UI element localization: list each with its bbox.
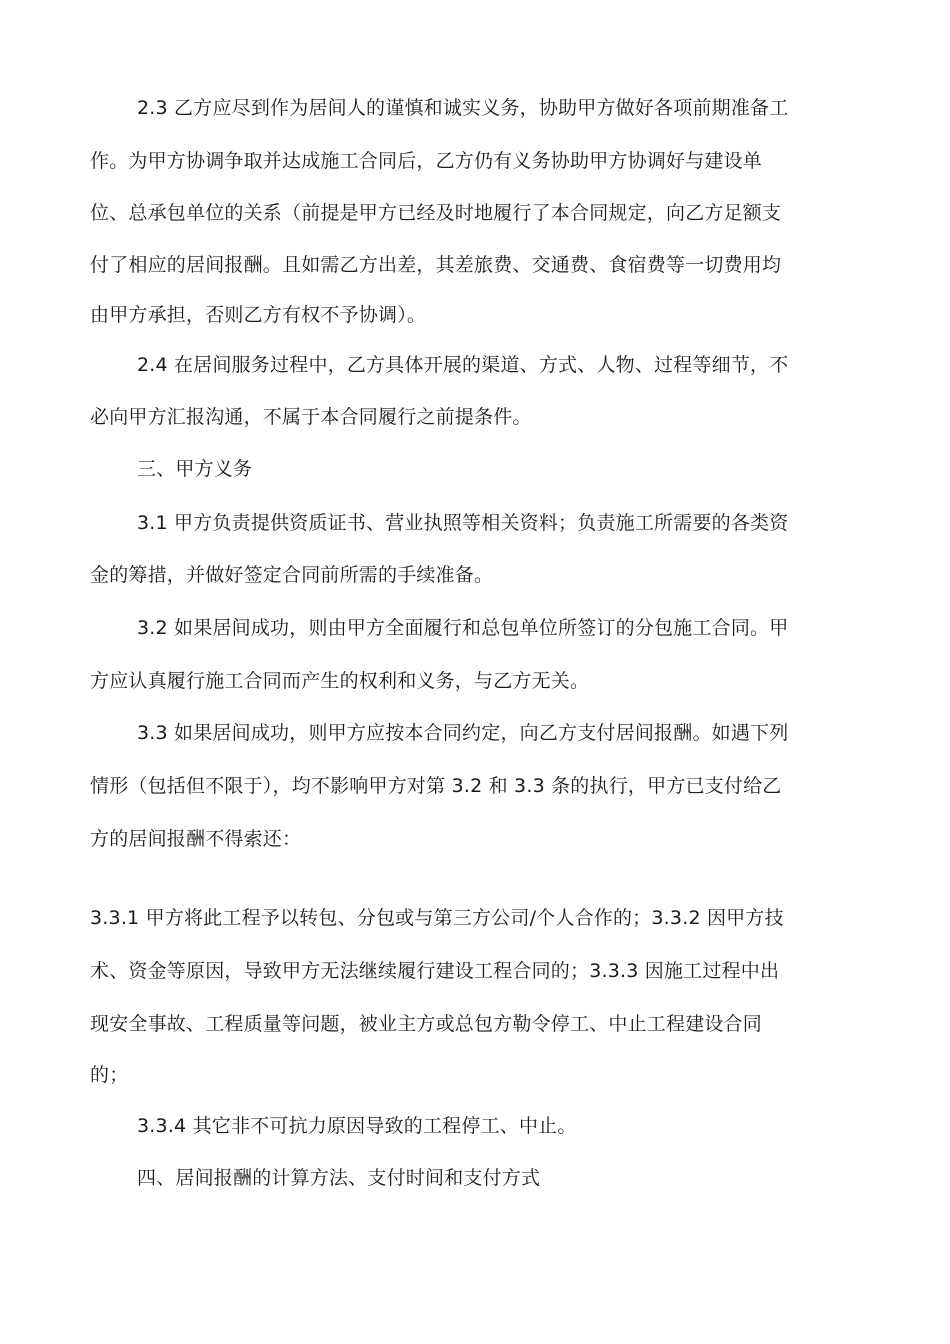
text-line: 2.4 在居间服务过程中，乙方具体开展的渠道、方式、人物、过程等细节，不 bbox=[137, 354, 789, 376]
text-line: 金的筹措，并做好签定合同前所需的手续准备。 bbox=[90, 564, 494, 586]
text-line: 3.3.1 甲方将此工程予以转包、分包或与第三方公司/个人合作的；3.3.2 因甲方技 bbox=[90, 907, 784, 929]
text-line: 方的居间报酬不得索还： bbox=[90, 828, 302, 850]
text-line: 2.3 乙方应尽到作为居间人的谨慎和诚实义务，协助甲方做好各项前期准备工 bbox=[137, 97, 789, 119]
text-line: 3.1 甲方负责提供资质证书、营业执照等相关资料；负责施工所需要的各类资 bbox=[137, 512, 789, 534]
text-line: 3.3.4 其它非不可抗力原因导致的工程停工、中止。 bbox=[137, 1115, 577, 1137]
section-heading: 四、居间报酬的计算方法、支付时间和支付方式 bbox=[137, 1167, 541, 1189]
text-line: 由甲方承担，否则乙方有权不予协调）。 bbox=[90, 304, 427, 326]
text-line: 方应认真履行施工合同而产生的权利和义务，与乙方无关。 bbox=[90, 670, 590, 692]
text-line: 必向甲方汇报沟通，不属于本合同履行之前提条件。 bbox=[90, 406, 532, 428]
text-line: 现安全事故、工程质量等问题，被业主方或总包方勒令停工、中止工程建设合同 bbox=[90, 1013, 763, 1035]
text-line: 3.2 如果居间成功，则由甲方全面履行和总包单位所签订的分包施工合同。甲 bbox=[137, 617, 789, 639]
text-line: 位、总承包单位的关系（前提是甲方已经及时地履行了本合同规定，向乙方足额支 bbox=[90, 202, 782, 224]
text-line: 付了相应的居间报酬。且如需乙方出差，其差旅费、交通费、食宿费等一切费用均 bbox=[90, 254, 782, 276]
text-line: 术、资金等原因，导致甲方无法继续履行建设工程合同的；3.3.3 因施工过程中出 bbox=[90, 960, 780, 982]
text-line: 作。为甲方协调争取并达成施工合同后，乙方仍有义务协助甲方协调好与建设单 bbox=[90, 150, 763, 172]
text-line: 的； bbox=[90, 1064, 129, 1086]
section-heading: 三、甲方义务 bbox=[137, 458, 253, 480]
text-line: 情形（包括但不限于），均不影响甲方对第 3.2 和 3.3 条的执行，甲方已支付给乙 bbox=[90, 775, 782, 797]
text-line: 3.3 如果居间成功，则甲方应按本合同约定，向乙方支付居间报酬。如遇下列 bbox=[137, 722, 789, 744]
